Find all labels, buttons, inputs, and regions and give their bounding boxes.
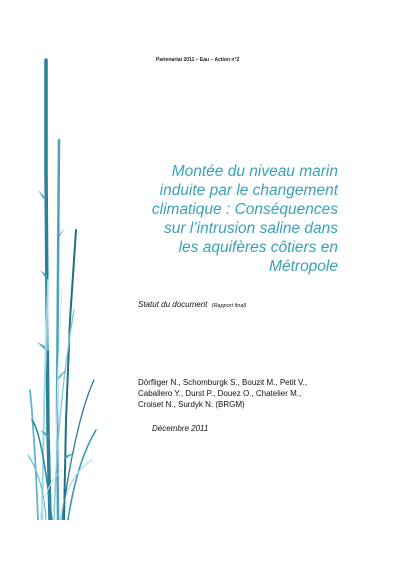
document-status [138,300,246,309]
title-line: induite par le changement [159,182,338,199]
authors-line: Dörfliger N., Schomburgk S., Bouzit M., Petit V., [138,378,308,387]
grass-decoration-image [28,50,100,520]
authors-block [138,377,353,410]
publication-date: Décembre 2011 [152,424,209,433]
partner-header: Partenariat 2011 – Eau – Action n°2 [156,57,240,63]
title-line: Métropole [269,258,338,275]
status-value: (Rapport final) [211,303,247,309]
report-title [98,162,338,276]
title-line: les aquifères côtiers en [178,239,338,256]
authors-line: Croiset N., Surdyk N. (BRGM) [138,400,245,409]
status-label: Statut du document [138,300,208,309]
title-line: climatique : Conséquences [151,201,338,218]
authors-line: Caballero Y., Durst P., Douez O., Chatelier M., [138,389,302,398]
title-line: sur l’intrusion saline dans [163,220,338,237]
title-line: Montée du niveau marin [171,163,338,180]
